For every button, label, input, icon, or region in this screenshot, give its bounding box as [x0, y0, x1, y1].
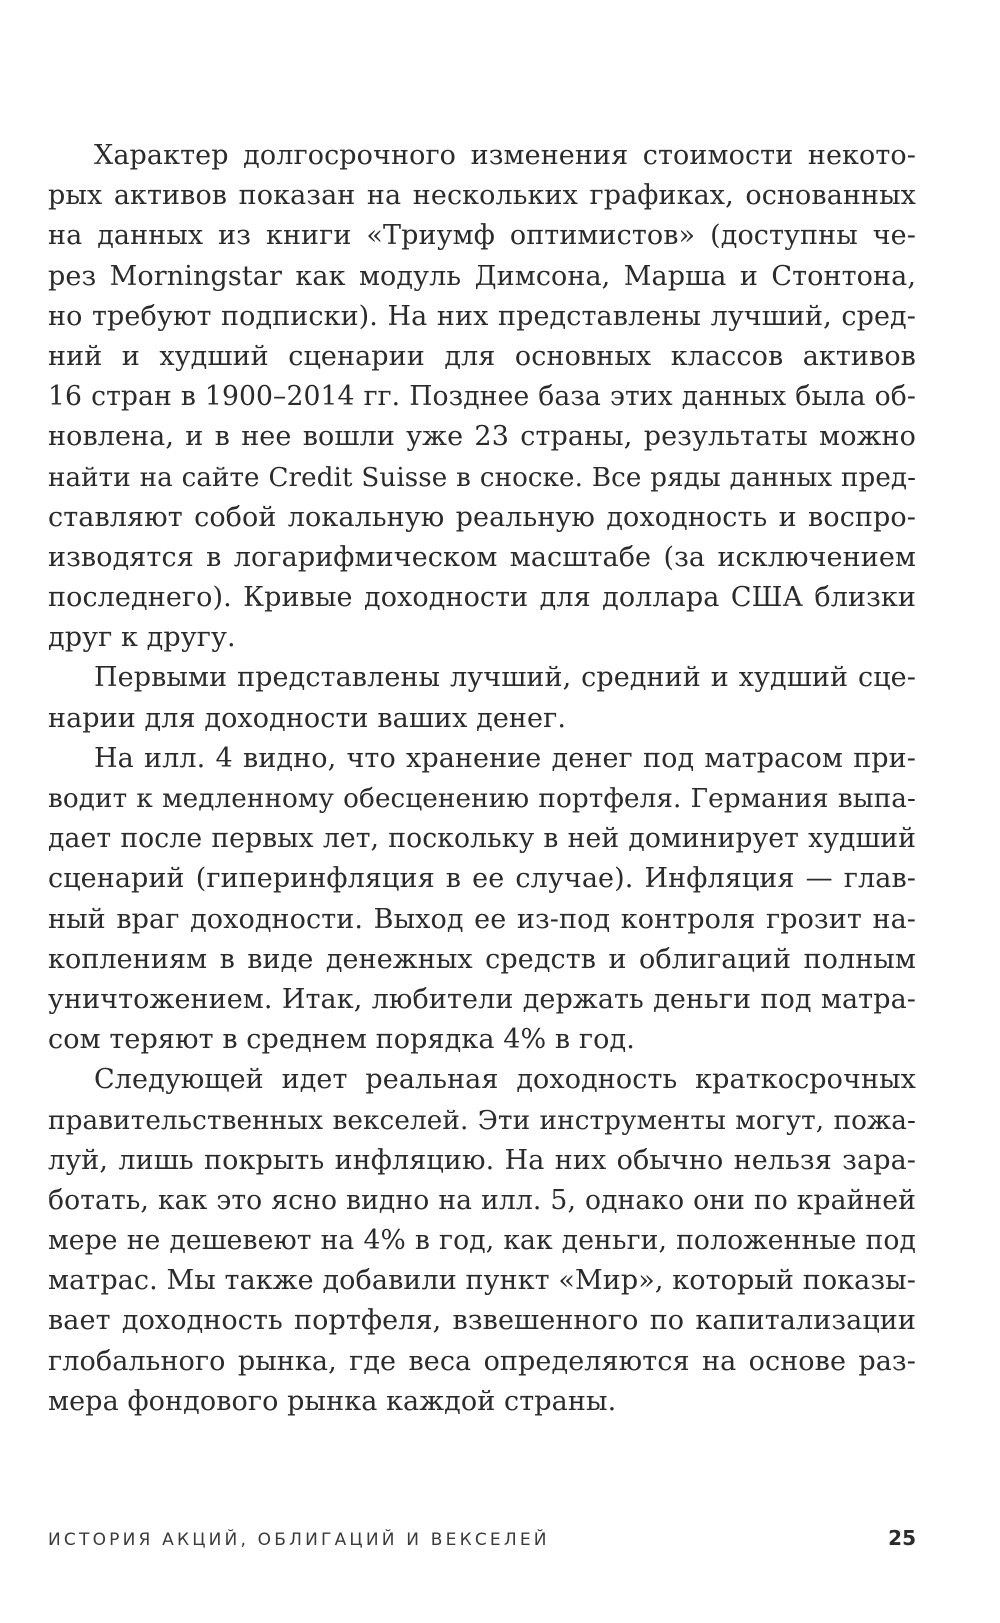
text-line: мера фондового рынка каждой страны. — [48, 1385, 617, 1417]
text-line: матрас. Мы также добавили пункт «Мир», который показы- — [48, 1265, 916, 1297]
text-line: рез Morningstar как модуль Димсона, Марша и Стонтона, — [48, 260, 916, 292]
text-line: правительственных векселей. Эти инструменты могут, пожа- — [48, 1105, 916, 1136]
text-line: коплениям в виде денежных средств и облигаций полным — [48, 943, 916, 975]
text-line: но требуют подписки). На них представлены лучший, сред- — [48, 300, 916, 332]
text-line: ний и худший сценарии для основных классов активов — [48, 340, 916, 372]
text-line: глобального рынка, где веса определяются на основе раз- — [48, 1345, 916, 1377]
text-line: Характер долгосрочного изменения стоимости некото- — [94, 140, 916, 171]
running-title: ИСТОРИЯ АКЦИЙ, ОБЛИГАЦИЙ И ВЕКСЕЛЕЙ — [48, 1530, 550, 1550]
body-text — [48, 136, 916, 1422]
text-line: мере не дешевеют на 4% в год, как деньги, положенные под — [48, 1225, 916, 1257]
text-line: найти на сайте Credit Suisse в сноске. Все ряды данных пред- — [48, 462, 916, 493]
page-number: 25 — [888, 1526, 916, 1550]
text-line: рых активов показан на нескольких графиках, основанных — [48, 180, 916, 212]
text-line: 16 стран в 1900–2014 гг. Позднее база этих данных была об- — [48, 381, 916, 413]
text-line: ботать, как это ясно видно на илл. 5, однако они по крайней — [48, 1184, 916, 1216]
text-line: нарии для доходности ваших денег. — [48, 702, 567, 734]
text-line: сценарий (гиперинфляция в ее случае). Инфляция — глав- — [48, 863, 916, 895]
text-line: последнего). Кривые доходности для доллара США близки — [48, 582, 916, 614]
text-line: водит к медленному обесценению портфеля. Германия выпа- — [48, 784, 916, 814]
text-line: ставляют собой локальную реальную доходность и воспро- — [48, 501, 916, 533]
text-line: новлена, и в нее вошли уже 23 страны, результаты можно — [48, 421, 916, 453]
text-line: сом теряют в среднем порядка 4% в год. — [48, 1024, 635, 1056]
text-line: уничтожением. Итак, любители держать деньги под матра- — [48, 983, 916, 1015]
text-line: друг к другу. — [48, 622, 236, 654]
text-line: на данных из книги «Триумф оптимистов» (доступны че- — [48, 220, 916, 252]
text-line: Следующей идет реальная доходность краткосрочных — [94, 1064, 916, 1096]
text-line: луй, лишь покрыть инфляцию. На них обычно нельзя зара- — [48, 1144, 916, 1176]
text-line: дает после первых лет, поскольку в ней доминирует худший — [48, 823, 916, 855]
text-line: изводятся в логарифмическом масштабе (за исключением — [48, 541, 916, 573]
text-line: вает доходность портфеля, взвешенного по капитализации — [48, 1305, 916, 1337]
text-line: ный враг доходности. Выход ее из-под контроля грозит на- — [48, 903, 916, 935]
text-line: Первыми представлены лучший, средний и худший сце- — [94, 662, 916, 694]
text-line: На илл. 4 видно, что хранение денег под матрасом при- — [94, 742, 916, 774]
